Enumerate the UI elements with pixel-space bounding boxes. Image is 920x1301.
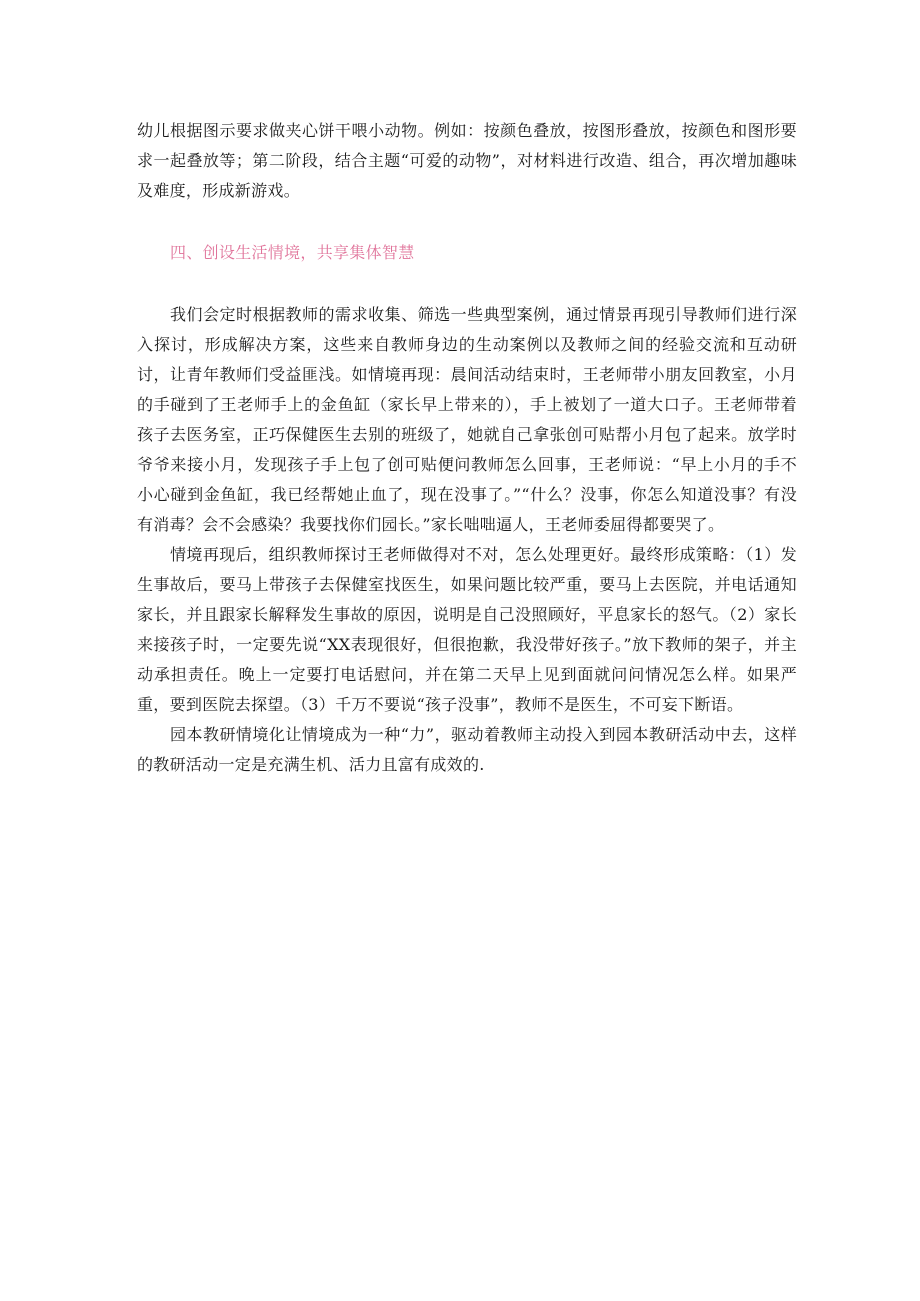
- strategy-paragraph: 情境再现后，组织教师探讨王老师做得对不对，怎么处理更好。最终形成策略：（1）发生事故后，要马上带孩子去保健室找医生，如果问题比较严重，要马上去医院，并电话通知家长，并且跟家长解释发生事故的原因，说明是自己没照顾好，平息家长的怒气。（2）家长来接孩子时，一定要先说“XX表现很好，但很抱歉，我没带好孩子。”放下教师的架子，并主动承担责任。晚上一定要打电话慰问，并在第二天早上见到面就问问情况怎么样。如果严重，要到医院去探望。（3）千万不要说“孩子没事”，教师不是医生，不可妄下断语。: [137, 545, 797, 714]
- intro-paragraph: 幼儿根据图示要求做夹心饼干喂小动物。例如：按颜色叠放，按图形叠放，按颜色和图形要求一起叠放等；第二阶段，结合主题“可爱的动物”，对材料进行改造、组合，再次增加趣味及难度，形成新游戏。: [137, 121, 797, 200]
- spacer: [137, 268, 797, 300]
- spacer: [137, 206, 797, 238]
- section-heading: 四、创设生活情境，共享集体智慧: [170, 243, 415, 262]
- case-paragraph: 我们会定时根据教师的需求收集、筛选一些典型案例，通过情景再现引导教师们进行深入探讨，形成解决方案，这些来自教师身边的生动案例以及教师之间的经验交流和互动研讨，让青年教师们受益匪浅。如情境再现：晨间活动结束时，王老师带小朋友回教室，小月的手碰到了王老师手上的金鱼缸（家长早上带来的），手上被划了一道大口子。王老师带着孩子去医务室，正巧保健医生去别的班级了，她就自己拿张创可贴帮小月包了起来。放学时爷爷来接小月，发现孩子手上包了创可贴便问教师怎么回事，王老师说：“早上小月的手不小心碰到金鱼缸，我已经帮她止血了，现在没事了。”“什么？没事，你怎么知道没事？有没有消毒？会不会感染？我要找你们园长。”家长咄咄逼人，王老师委屈得都要哭了。: [137, 305, 797, 534]
- document-page: [137, 116, 797, 780]
- conclusion-paragraph: 园本教研情境化让情境成为一种“力”，驱动着教师主动投入到园本教研活动中去，这样的教研活动一定是充满生机、活力且富有成效的.: [137, 725, 797, 774]
